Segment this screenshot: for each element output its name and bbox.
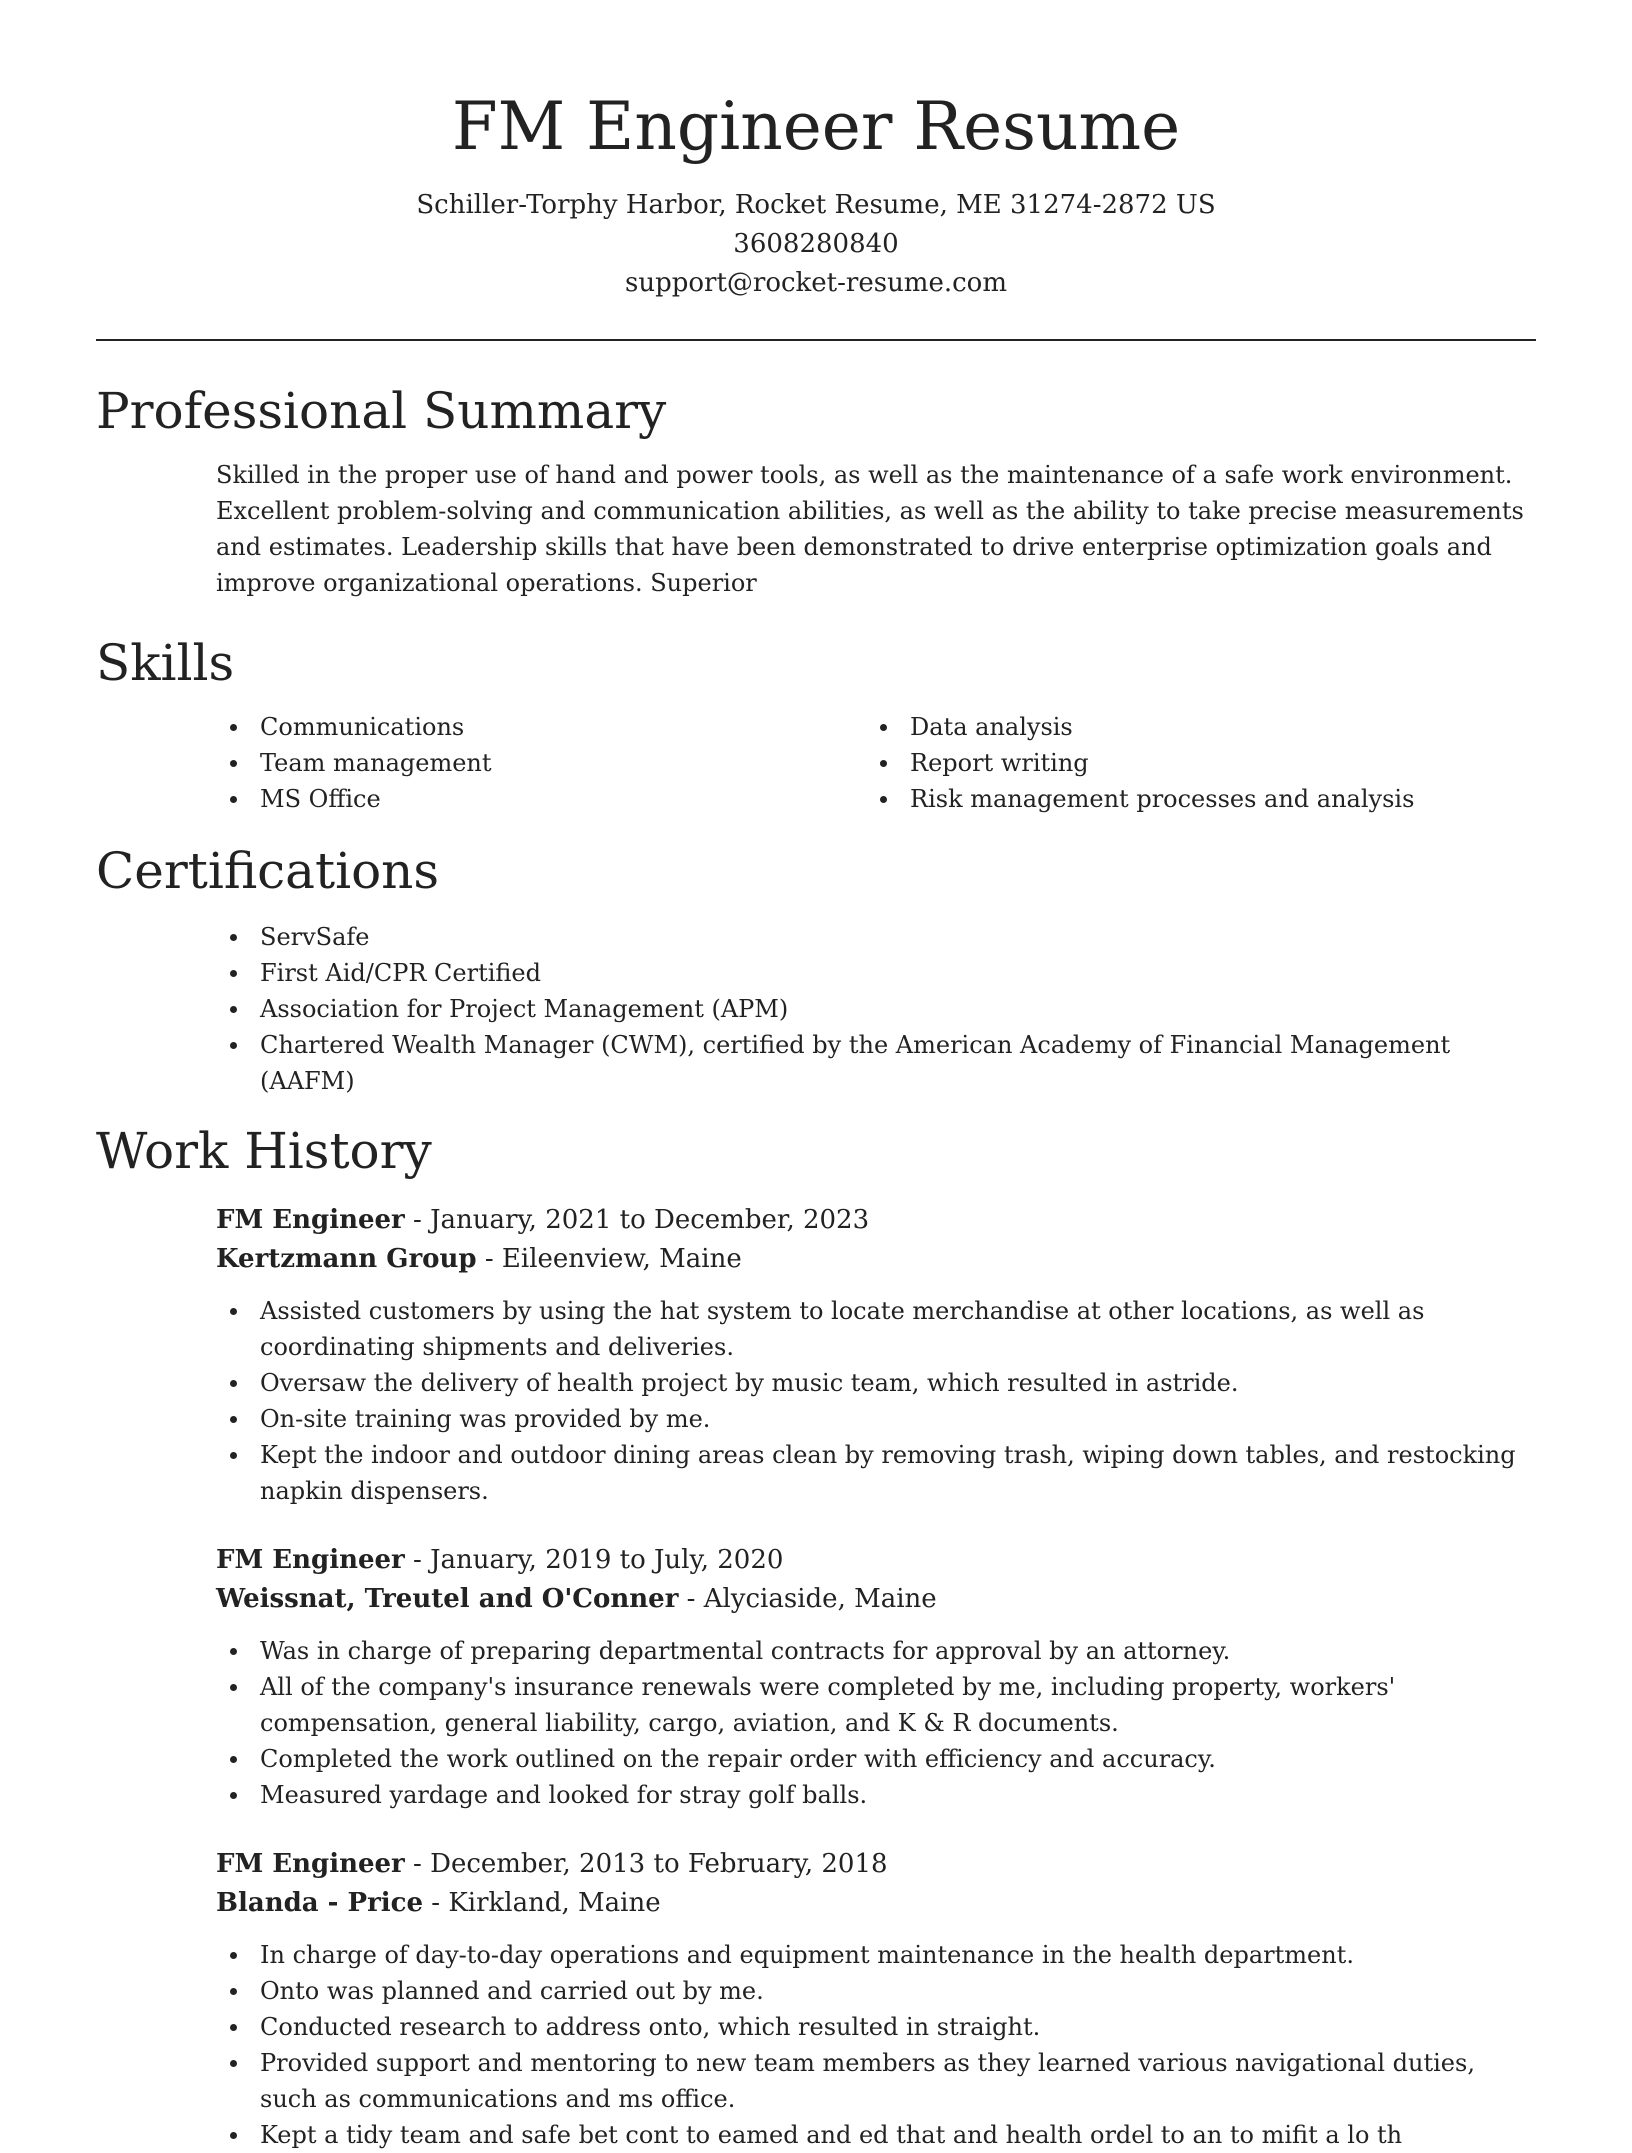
job-separator: -	[404, 1545, 431, 1575]
job-separator: -	[678, 1584, 704, 1614]
job-title: FM Engineer	[216, 1205, 405, 1235]
job-title-line	[216, 1541, 1536, 1580]
job-dates: January, 2021 to December, 2023	[430, 1205, 870, 1235]
job-title: FM Engineer	[216, 1545, 405, 1575]
header-divider	[96, 339, 1536, 341]
job-bullet: Assisted customers by using the hat system to locate merchandise at other locations, as well as coordinating shipments and deliveries.	[260, 1293, 1536, 1365]
section-title-summary: Professional Summary	[96, 382, 667, 440]
job-entry	[216, 1845, 1536, 2153]
skill-item: Report writing	[910, 745, 1516, 781]
skill-item: Team management	[260, 745, 866, 781]
job-bullet: Measured yardage and looked for stray golf balls.	[260, 1777, 1536, 1813]
skill-item: Risk management processes and analysis	[910, 781, 1516, 817]
certifications-list	[216, 919, 1536, 1099]
job-bullet: Kept a tidy team and safe bet cont to eamed and ed that and health ordel to an to mifit a lo th	[260, 2117, 1536, 2153]
skills-column-right	[866, 709, 1516, 817]
job-dates: January, 2019 to July, 2020	[430, 1545, 784, 1575]
job-entry	[216, 1201, 1536, 1509]
job-separator: -	[476, 1244, 502, 1274]
job-bullet: On-site training was provided by me.	[260, 1401, 1536, 1437]
certification-item: Association for Project Management (APM)	[260, 991, 1536, 1027]
section-title-certifications: Certifications	[96, 842, 440, 900]
job-location: Alyciaside, Maine	[703, 1584, 937, 1614]
job-bullet: Kept the indoor and outdoor dining areas clean by removing trash, wiping down tables, and restocking napkin dispensers.	[260, 1437, 1536, 1509]
job-company-line	[216, 1580, 1536, 1619]
skill-item: MS Office	[260, 781, 866, 817]
job-title: FM Engineer	[216, 1849, 405, 1879]
contact-address: Schiller-Torphy Harbor, Rocket Resume, ME 31274-2872 US	[416, 190, 1216, 220]
resume-title: FM Engineer Resume	[451, 88, 1181, 165]
skill-item: Data analysis	[910, 709, 1516, 745]
job-separator: -	[404, 1205, 431, 1235]
job-dates: December, 2013 to February, 2018	[430, 1849, 888, 1879]
job-bullet: In charge of day-to-day operations and equipment maintenance in the health department.	[260, 1937, 1536, 1973]
job-company-line	[216, 1240, 1536, 1279]
skill-item: Communications	[260, 709, 866, 745]
resume-header	[96, 0, 1536, 303]
job-bullets	[216, 1937, 1536, 2153]
contact-email: support@rocket-resume.com	[624, 268, 1007, 298]
skills-column-left	[216, 709, 866, 817]
skills-grid	[216, 709, 1536, 817]
job-separator: -	[423, 1888, 449, 1918]
contact-phone: 3608280840	[733, 229, 899, 259]
resume-page	[96, 0, 1536, 2153]
certification-item: First Aid/CPR Certified	[260, 955, 1536, 991]
job-bullet: Completed the work outlined on the repair order with efficiency and accuracy.	[260, 1741, 1536, 1777]
job-location: Eileenview, Maine	[501, 1244, 742, 1274]
job-company: Weissnat, Treutel and O'Conner	[216, 1584, 679, 1614]
section-title-work-history: Work History	[96, 1122, 432, 1180]
summary-text: Skilled in the proper use of hand and power tools, as well as the maintenance of a safe work environment. Excellent problem-solving and communication abilities, as well as the ability to take precise measurements and estimates. Leadership skills that have been demonstrated to drive enterprise optimization goals and improve organizational operations. Superior	[216, 461, 1524, 597]
job-separator: -	[404, 1849, 431, 1879]
job-entry	[216, 1541, 1536, 1813]
job-bullet: Provided support and mentoring to new team members as they learned various navigational duties, such as communications and ms office.	[260, 2045, 1536, 2117]
job-title-line	[216, 1845, 1536, 1884]
job-bullet: Oversaw the delivery of health project by music team, which resulted in astride.	[260, 1365, 1536, 1401]
section-title-skills: Skills	[96, 634, 235, 692]
job-company-line	[216, 1884, 1536, 1923]
certification-item: Chartered Wealth Manager (CWM), certified by the American Academy of Financial Management (AAFM)	[260, 1027, 1536, 1099]
job-location: Kirkland, Maine	[448, 1888, 661, 1918]
job-bullets	[216, 1293, 1536, 1509]
job-bullets	[216, 1633, 1536, 1813]
job-company: Kertzmann Group	[216, 1244, 477, 1274]
skills-list-right	[866, 709, 1516, 817]
certification-item: ServSafe	[260, 919, 1536, 955]
job-bullet: All of the company's insurance renewals were completed by me, including property, workers' compensation, general liability, cargo, aviation, and K & R documents.	[260, 1669, 1536, 1741]
job-bullet: Conducted research to address onto, which resulted in straight.	[260, 2009, 1536, 2045]
job-title-line	[216, 1201, 1536, 1240]
job-bullet: Was in charge of preparing departmental contracts for approval by an attorney.	[260, 1633, 1536, 1669]
job-company: Blanda - Price	[216, 1888, 424, 1918]
skills-list-left	[216, 709, 866, 817]
job-bullet: Onto was planned and carried out by me.	[260, 1973, 1536, 2009]
